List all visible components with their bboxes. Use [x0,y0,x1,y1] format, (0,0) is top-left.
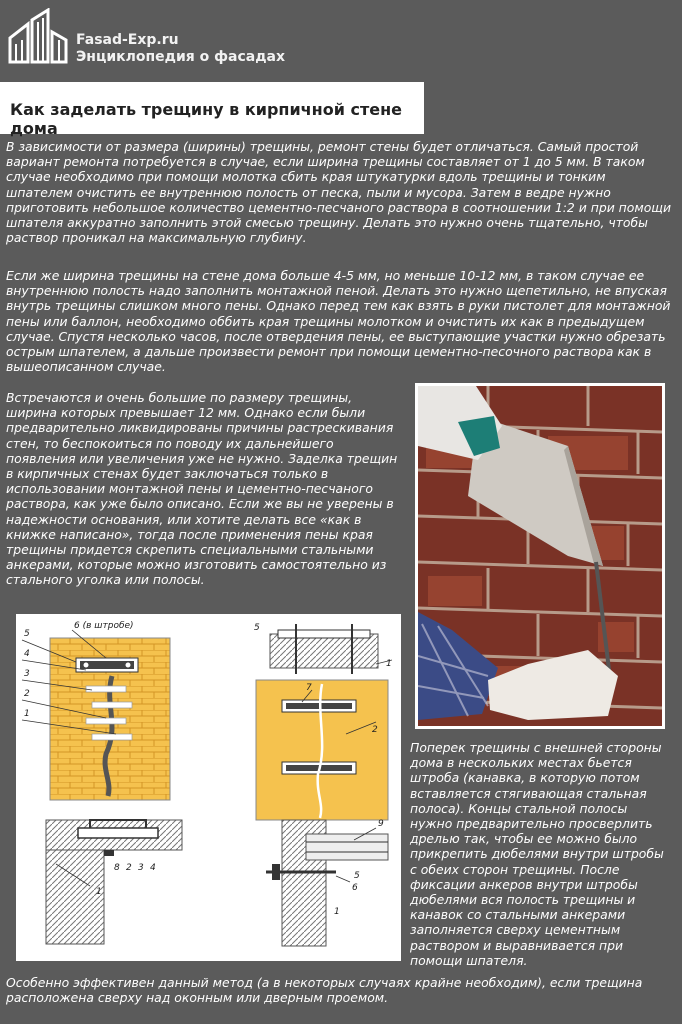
site-subtitle: Энциклопедия о фасадах [76,49,286,65]
diagram-label-top: 6 (в штробе) [74,621,134,631]
diagram-label-7: 7 [306,683,312,693]
diagram-label-3: 3 [24,669,30,679]
diagram-label-2: 2 [24,689,30,699]
diagram-label-2c: 2 [126,863,132,873]
diagram-label-5: 5 [24,629,30,639]
paragraph-2: Если же ширина трещины на стене дома больше 4-5 мм, но меньше 10-12 мм, в таком случае ее внутреннюю полость надо заполнить монтажной пеной. Делать это нужно щепетильно, не впуская внутрь трещины слишком много пены. Однако перед тем как взять в руки пистолет для монтажной пены или баллон, необходимо оббить края трещины молотком и очистить их как в предыдущем случае. Спустя несколько часов, после отвердения пены, ее выступающие участки нужно обрезать острым шпателем, а дальше произвести ремонт при помощи цементно-песочного раствора как в вышеописанном случае. [6,268,671,375]
diagram-label-3c: 3 [138,863,144,873]
diagram-label-5d: 5 [354,871,360,881]
diagram-label-4c: 4 [150,863,156,873]
anchor-diagram [16,614,401,961]
site-name[interactable]: Fasad-Exp.ru [76,32,179,48]
diagram-label-1: 1 [24,709,30,719]
diagram-label-2b: 2 [372,725,378,735]
diagram-label-1c: 1 [96,887,102,897]
diagram-label-9: 9 [378,819,384,829]
building-logo-icon[interactable] [8,8,68,64]
paragraph-1: В зависимости от размера (ширины) трещины, ремонт стены будет отличаться. Самый простой вариант ремонта потребуется в случае, если ширина трещины составляет от 1 до 5 мм. В таком случае необходимо при помощи молотка сбить края штукатурки вдоль трещины и тонким шпателем очистить ее внутреннюю полость от песка, пыли и мусора. Затем в ведре нужно приготовить небольшое количество цементно-песчаного раствора в соотношении 1:2 и при помощи шпателя аккуратно заполнить этой смесью трещину. Делать это нужно очень тщательно, чтобы раствор проникал на максимальную глубину. [6,139,672,246]
diagram-label-5b: 5 [254,623,260,633]
crack-repair-photo [415,383,665,729]
diagram-label-8: 8 [114,863,120,873]
diagram-label-1b: 1 [386,659,392,669]
diagram-label-4: 4 [24,649,30,659]
paragraph-4: Поперек трещины с внешней стороны дома в нескольких местах бьется штроба (канавка, в которую потом вставляется стягивающая стальная полоса). Концы стальной полосы нужно предварительно просверлить дрелью так, чтобы ее можно было прикрепить дюбелями внутри штробы с обеих сторон трещины. После фиксации анкеров внутри штробы дюбелями вся полость трещины и канавок со стальными анкерами заполняется сверху цементным раствором и выравнивается при помощи шпателя. [410,740,664,968]
paragraph-5: Особенно эффективен данный метод (а в некоторых случаях крайне необходим), если трещина расположена сверху над оконным или дверным проемом. [6,975,643,1006]
article-title: Как заделать трещину в кирпичной стене дома [0,82,424,134]
diagram-label-6: 6 [352,883,358,893]
paragraph-3: Встречаются и очень большие по размеру трещины, ширина которых превышает 12 мм. Однако если были предварительно ликвидированы причины растрескивания стен, то беспокоиться по поводу их дальнейшего появления или увеличения уже не нужно. Заделка трещин в кирпичных стенах будет заключаться только в использовании монтажной пены и цементно-песчаного раствора, как уже было описано. Если же вы не уверены в надежности основания, или хотите делать все «как в книжке написано», тогда после применения пены края трещины придется скрепить специальными стальными анкерами, которые можно изготовить самостоятельно из стального уголка или полосы. [6,390,398,588]
diagram-label-1d: 1 [334,907,340,917]
